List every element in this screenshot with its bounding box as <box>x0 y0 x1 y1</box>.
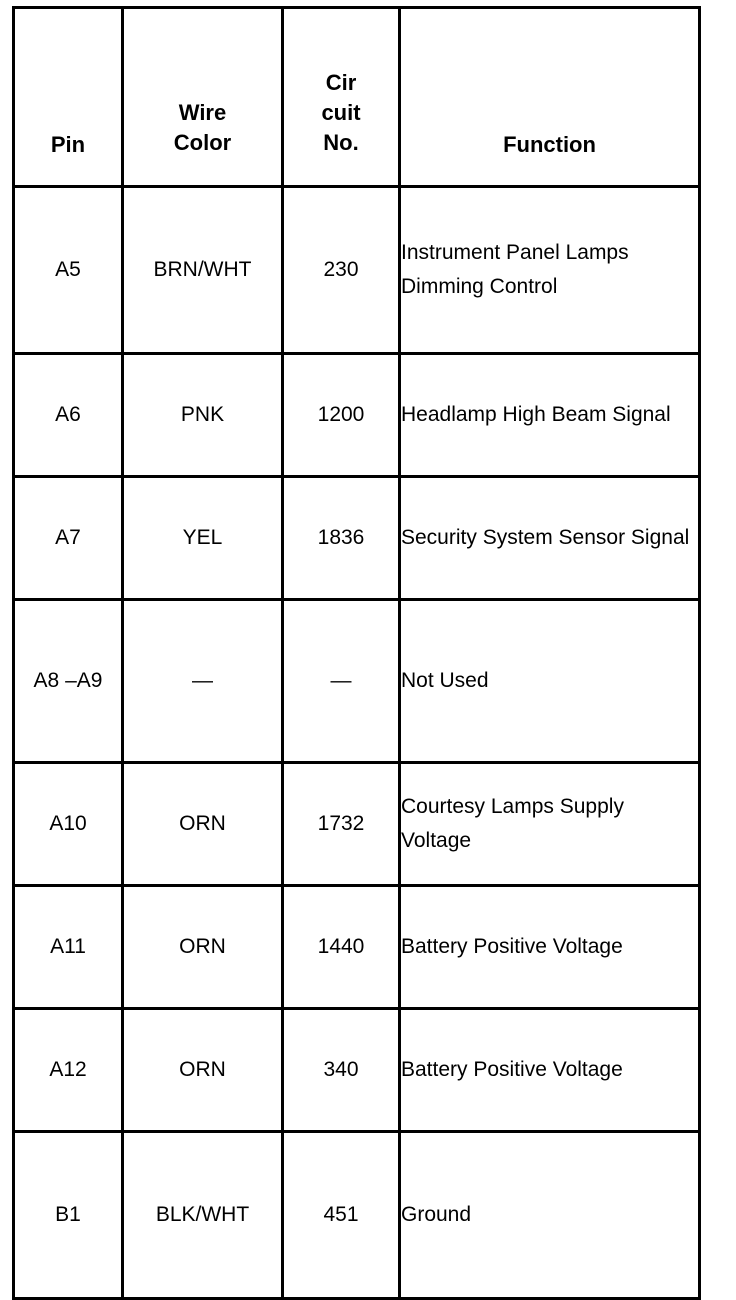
header-cell-pin <box>14 8 123 187</box>
table-row <box>14 1132 700 1299</box>
cell-circuit-no: 1440 <box>283 886 400 1009</box>
cell-circuit-no: 1732 <box>283 763 400 886</box>
cell-pin: A5 <box>14 187 123 354</box>
cell-wire-color: BLK/WHT <box>123 1132 283 1299</box>
cell-function: Security System Sensor Signal <box>400 477 700 600</box>
cell-function: Not Used <box>400 600 700 763</box>
header-label-circuit-line2: cuit <box>321 100 361 125</box>
header-label-wire-line2: Color <box>173 130 232 155</box>
cell-function: Battery Positive Voltage <box>400 1009 700 1132</box>
cell-function: Instrument Panel Lamps Dimming Control <box>400 187 700 354</box>
table-row <box>14 187 700 354</box>
cell-pin: A6 <box>14 354 123 477</box>
header-cell-function <box>400 8 700 187</box>
table-row <box>14 600 700 763</box>
cell-wire-color: ORN <box>123 763 283 886</box>
cell-circuit-no: 340 <box>283 1009 400 1132</box>
cell-wire-color: ORN <box>123 886 283 1009</box>
header-label-wire-line1: Wire <box>178 100 227 125</box>
table-row <box>14 763 700 886</box>
cell-circuit-no: 1200 <box>283 354 400 477</box>
header-cell-circuit-no <box>283 8 400 187</box>
cell-wire-color: BRN/WHT <box>123 187 283 354</box>
table-row <box>14 354 700 477</box>
cell-circuit-no: 451 <box>283 1132 400 1299</box>
cell-pin: B1 <box>14 1132 123 1299</box>
cell-pin: A10 <box>14 763 123 886</box>
cell-pin: A11 <box>14 886 123 1009</box>
cell-pin: A12 <box>14 1009 123 1132</box>
table-header-row <box>14 8 700 187</box>
cell-wire-color: YEL <box>123 477 283 600</box>
cell-wire-color: ORN <box>123 1009 283 1132</box>
header-label-pin: Pin <box>50 132 86 157</box>
cell-pin: A7 <box>14 477 123 600</box>
connector-pinout-table <box>12 6 701 1300</box>
cell-circuit-no: 230 <box>283 187 400 354</box>
table-row <box>14 1009 700 1132</box>
cell-wire-color: PNK <box>123 354 283 477</box>
table-row <box>14 886 700 1009</box>
cell-function: Courtesy Lamps Supply Voltage <box>400 763 700 886</box>
header-cell-wire-color <box>123 8 283 187</box>
cell-pin: A8 –A9 <box>14 600 123 763</box>
table-row <box>14 477 700 600</box>
cell-wire-color: — <box>123 600 283 763</box>
cell-circuit-no: 1836 <box>283 477 400 600</box>
cell-function: Headlamp High Beam Signal <box>400 354 700 477</box>
header-label-circuit-line3: No. <box>323 130 359 155</box>
cell-function: Battery Positive Voltage <box>400 886 700 1009</box>
cell-function: Ground <box>400 1132 700 1299</box>
header-label-function: Function <box>503 132 596 157</box>
cell-circuit-no: — <box>283 600 400 763</box>
header-label-circuit-line1: Cir <box>325 70 357 95</box>
